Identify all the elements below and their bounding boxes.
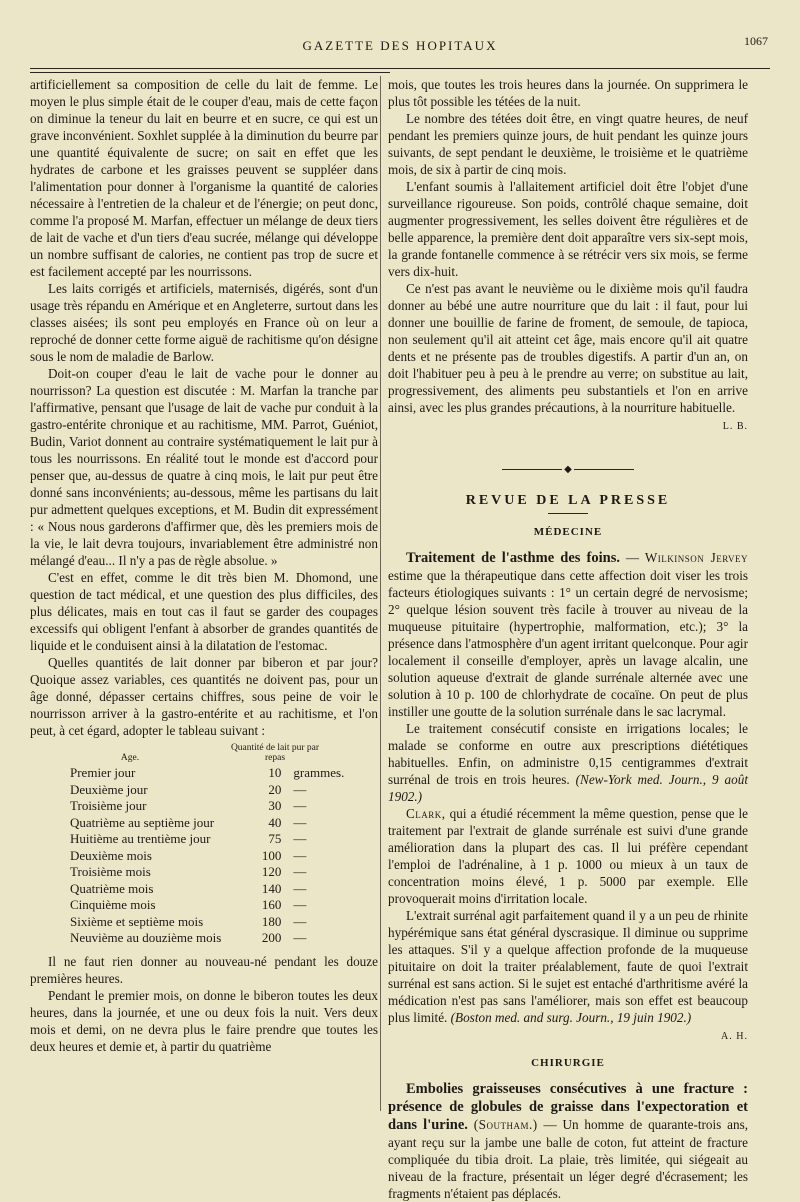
paragraph: Quelles quantités de lait donner par biberon et par jour? Quoique assez variables, ces quantités ne doivent pas, pour un âge donné, dépasser certains chiffres, sous peine de voir le nourrisson arriver à la gastro-entérite et au rachitisme, et l'on peut, à cet égard, adopter le tableau suivant : [30,655,378,738]
unit-cell: — [293,897,307,912]
quantity-cell: 140 [261,880,282,896]
feeding-table [30,743,378,947]
table-row [30,848,378,865]
right-column [388,76,748,1202]
section-rule [548,513,588,514]
age-cell: Neuvième au douzième mois [70,930,222,945]
ornament-line-left [502,469,562,470]
article-paragraph [388,720,748,805]
table-row [30,815,378,832]
paragraph: Il ne faut rien donner au nouveau-né pendant les douze premières heures. [30,953,378,986]
paragraph: artificiellement sa composition de celle du lait de femme. Le moyen le plus simple était de le couper d'eau, mais de cette façon on diminue la teneur du lait en beurre et en sucre, ce qui est un grave inconvénient. Soxhlet supplée à la diminution du beurre par une quantité équivalente de sucre; on sait en effet que les hydrates de carbone et les graisses peuvent se suppléer dans l'alimentation pour donner à l'organisme la quantité de calories nécessaire à l'entretien de la chaleur et de l'énergie; on peut donc, comme l'a proposé M. Marfan, effectuer un mélange de deux tiers de lait de vache et d'un tiers d'eau sucrée, mélange qui développe un nombre suffisant de calories, ne contient pas trop de sucre et est facilement accepté par les nourrissons. [30,77,378,279]
age-cell: Troisième mois [70,864,151,879]
age-cell: Quatrième au septième jour [70,814,215,830]
section-ornament [388,461,748,478]
left-column [30,76,378,1055]
table-row [30,914,378,931]
article-paragraph [388,805,748,907]
article-title: Traitement de l'asthme des foins. [406,550,621,566]
feeding-table-header [30,743,378,763]
paragraph: Pendant le premier mois, on donne le biberon toutes les deux heures, dans la journée, et une ou deux fois la nuit. Vers deux mois et demi, on ne devra plus le faire prendre que toutes les deux heures et demie et, à partir du quatrième [30,987,378,1054]
paragraph: C'est en effet, comme le dit très bien M. Dhomond, une question de tact médical, et une question des plus difficiles, des plus délicates, mais en tout cas il faut se garder des coupages excessifs qui obligent l'enfant à absorber de grandes quantités de liquide et le conduisent ainsi à la dilatation de l'estomac. [30,570,378,653]
article-text: L'extrait surrénal agit parfaitement quand il y a un peu de rhinite hypérémique sans état général dyscrasique. Il diminue ou supprime les attaques. S'il y a quelque affection profonde de la muqueuse pituitaire on doit la traiter préalablement, faute de quoi l'extrait surrénal est sans action. Si le sujet est entaché d'arthritisme avéré la médication n'est pas sans l'améliorer, mais son effet est beaucoup plus limité. [388,908,748,1025]
age-cell: Troisième jour [70,798,147,813]
unit-cell: — [293,781,307,797]
article-text: — Un homme de quarante-trois ans, ayant reçu sur la jambe une balle de coton, fut atteint de fracture compliquée du tibia droit. La plaie, très limitée, qui siégeait au niveau de la fracture, présentait un léger degré d'écrasement; les fragments n'étaient pas déplacés. [388,1117,749,1201]
article-text: estime que la thérapeutique dans cette affection doit viser les trois facteurs étiologiques suivants : 1° un certain degré de nervosisme; 2° quelque lésion souvent très facile à trouver au niveau de la muqueuse pituitaire (hypertrophie, malformation, etc.); 3° la présence dans l'atmosphère d'un agent irritant quelconque. Pour agir localement il conseille d'employer, après un lavage alcalin, une solution aqueuse d'extrait de glande surrénale alternée avec une solution à 10 p. 100 de chlorhydrate de cocaïne. On peut de plus instiller une goutte de la solution surrénale dans le sac lacrymal. [388,568,748,719]
quantity-cell: 120 [261,864,282,879]
unit-cell: — [293,864,307,879]
age-cell: Premier jour [70,765,136,780]
quantity-cell: 30 [268,798,282,813]
unit-cell: — [293,913,307,929]
paragraph: Le nombre des tétées doit être, en vingt quatre heures, de neuf pendant les premiers quinze jours, de huit pendant les quinze jours suivants, de sept pendant le deuxième, le troisième et le quatrième mois, de six à partir de cinq mois. [388,111,748,177]
unit-cell: — [293,847,307,863]
unit-cell: — [293,814,307,830]
ornament-line-right [574,469,634,470]
header-rule-secondary [30,72,390,73]
article-text: qui a étudié récemment la même question, pense que le traitement par l'extrait de glande surrénale est suivi d'une grande amélioration dans la plupart des cas. Il lui préfère cependant l'emploi de l'adrénaline, à 1 p. 1000 ou mieux à un taux de concentration moins élevé, 1 p. 5000 par exemple. Elle provoquerait moins d'irritation locale. [388,806,749,906]
article-text: Le traitement consécutif consiste en irrigations locales; le malade se conforme en outre aux prescriptions diététiques habituelles. Enfin, on administre 0,15 centigrammes d'extrait surrénal de trois en trois heures. [388,721,748,787]
ornament-diamond-icon: ◆ [564,464,572,475]
table-row [30,881,378,898]
table-row [30,782,378,799]
article-author: (Southam.) [473,1117,538,1132]
unit-cell: — [293,930,307,945]
unit-cell: — [293,831,307,846]
article-title: Embolies graisseuses consécutives à une fracture : présence de globules de graisse dans l'expectoration et dans l'urine. [388,1081,748,1133]
article-reference: (Boston med. and surg. Journ., 19 juin 1902.) [450,1010,692,1025]
table-row [30,831,378,848]
article-reference: (New-York med. Journ., 9 août 1902.) [388,772,748,804]
column-divider [380,76,381,1111]
paragraph: mois, que toutes les trois heures dans la journée. On supprimera le plus tôt possible les tétées de la nuit. [388,77,748,109]
unit-cell: — [293,798,307,813]
age-cell: Deuxième mois [70,847,152,863]
quantity-cell: 100 [261,847,282,863]
age-cell: Deuxième jour [70,781,148,797]
article-paragraph: Traitement de l'asthme des foins. — Wilkinson Jervey estime que la thérapeutique dans cette affection doit viser les trois facteurs étiologiques suivants : 1° un certain degré de nervosisme; 2° quelque lésion souvent très facile à trouver au niveau de la muqueuse pituitaire (hypertrophie, malformation, etc.); 3° la présence dans l'atmosphère d'un agent irritant quelconque. Pour agir localement il conseille d'employer, après un lavage alcalin, une solution aqueuse d'extrait de glande surrénale alternée avec une solution à 10 p. 100 de chlorhydrate de cocaïne. On peut de plus instiller une goutte de la solution surrénale dans le sac lacrymal. [388,550,749,719]
paragraph: Les laits corrigés et artificiels, maternisés, digérés, sont d'un usage très répandu en Amérique et en Angleterre, surtout dans les classes aisées; ils sont peu employés en France où on leur a reproché de donner cette forme aiguë de rachitisme qu'on désigne sous le nom de maladie de Barlow. [30,281,378,364]
section-title: REVUE DE LA PRESSE [465,493,671,508]
quantity-cell: 200 [261,930,282,945]
unit-cell: grammes. [293,765,345,780]
paragraph: Ce n'est pas avant le neuvième ou le dixième mois qu'il faudra donner au bébé une autre nourriture que du lait : il faut, pour lui donner une bouillie de farine de froment, de semoule, de tapioca, non seulement qu'il ait atteint cet âge, mais encore qu'il ait quatre dents et ne présente pas de troubles digestifs. A partir d'un an, on doit l'habituer peu à peu à le prendre au verre; on substitue au lait, progressivement, des aliments peu substantiels et l'on en arrive ainsi, avec les plus grandes précautions, à la nourriture habituelle. [388,281,748,415]
quantity-cell: 75 [268,831,282,846]
quantity-cell: 40 [268,814,282,830]
author-initials: A. H. [721,1031,748,1042]
quantity-cell: 180 [261,913,282,929]
quantity-cell: 20 [268,781,282,797]
unit-cell: — [293,880,307,896]
article-author: Wilkinson Jervey [644,550,749,565]
table-row [30,897,378,914]
age-cell: Quatrième mois [70,880,154,896]
page-header [20,34,780,58]
table-row [30,765,378,782]
table-header-age: Age. [120,753,140,763]
subsection-heading: CHIRURGIE [531,1057,605,1069]
paragraph: L'enfant soumis à l'allaitement artificiel doit être l'objet d'une surveillance rigoureuse. Son poids, contrôlé chaque semaine, doit augmenter progressivement, les selles doivent être régulières et de belle apparence, la première dent doit apparaître vers six-sept mois, la grande fontanelle commence à se rétrécir vers six mois, se ferme vers dix-huit. [388,179,748,279]
table-row [30,864,378,881]
quantity-cell: 160 [261,897,282,912]
author-initials: L. B. [722,421,748,432]
header-rule [30,68,770,69]
table-row [30,930,378,947]
article-paragraph [388,1080,748,1202]
subsection-heading: MÉDECINE [533,526,603,538]
article-paragraph [388,907,748,1026]
table-row [30,798,378,815]
age-cell: Huitième au trentième jour [70,831,211,846]
quantity-cell: 10 [268,765,282,780]
running-title: GAZETTE DES HOPITAUX [302,38,498,53]
age-cell: Sixième et septième mois [70,913,204,929]
table-header-quantity: Quantité de lait pur par repas [230,743,320,763]
age-cell: Cinquième mois [70,897,156,912]
page-number: 1067 [744,34,768,48]
article-author: Clark, [406,806,446,821]
paragraph: Doit-on couper d'eau le lait de vache pour le donner au nourrisson? La question est discutée : M. Marfan la tranche par l'affirmative, pensant que l'usage de lait de vache pur conduit à la gastro-entérite chronique et au rachitisme, MM. Parrot, Guéniot, Budin, Variot donnent au contraire systématiquement le lait pur à tous les nourrissons. En réalité tout le monde est d'accord pour penser que, au-dessus de quatre à cinq mois, le lait pur peut être donné sans inconvénients; au-dessous, même les partisans du lait pur admettent quelques exceptions, et M. Budin dit expressément : « Nous nous garderons d'affirmer que, dès les premiers mois de la vie, le lait devra toujours, invariablement être administré non mélangé d'eau... Il n'y a pas de règle absolue. » [30,366,378,568]
